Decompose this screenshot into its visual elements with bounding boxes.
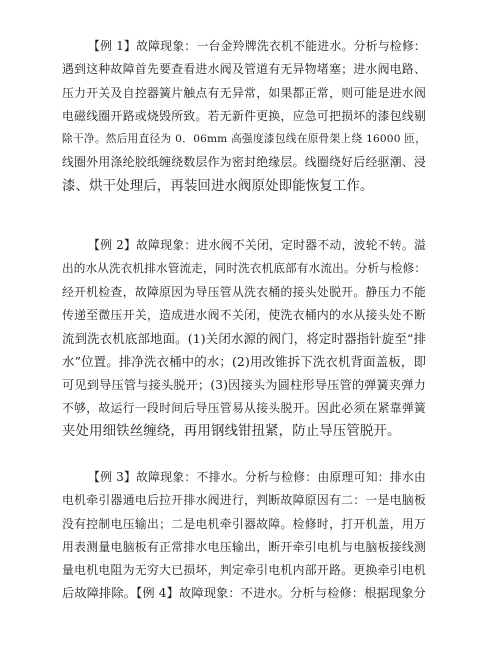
- text-line: 电磁线圈开路或烧毁所致。若无新件更换，应急可把损坏的漆包线剔: [62, 108, 426, 123]
- paragraph-example-3: [62, 466, 426, 606]
- text-line: 经开机检查，故障原因为导压管从洗衣桶的接头处脱开。静压力不能: [62, 284, 426, 299]
- text-line: 遇到这种故障首先要查看进水阀及管道有无异物堵塞；进水阀电路、: [62, 62, 426, 77]
- text-line: 可见到导压管与接头脱开；(3)因接头为圆柱形导压管的弹簧夹弹力: [62, 377, 426, 392]
- text-line: 压力开关及自控器簧片触点有无异常，如果都正常，则可能是进水阀: [62, 85, 426, 100]
- text-line: 【例 1】故障现象：一台金羚牌洗衣机不能进水。分析与检修：: [88, 39, 426, 53]
- text-line: 流到洗衣机底部地面。(1)关闭水源的阀门，将定时器指针旋至“排: [62, 331, 426, 347]
- text-line: 用表测量电脑板有正常排水电压输出，断开牵引电机与电脑板接线测: [62, 539, 426, 554]
- text-line: 【例 3】故障现象：不排水。分析与检修：由原理可知：排水由: [88, 470, 426, 484]
- text-line: 后故障排除。【例 4】故障现象：不进水。分析与检修：根据现象分: [62, 586, 426, 601]
- text-line: 没有控制电压输出；二是电机牵引器故障。检修时，打开机盖，用万: [62, 516, 426, 531]
- paragraph-example-2: [62, 234, 426, 444]
- text-line: 传递至微压开关，造成进水阀不关闭，使洗衣桶内的水从接头处不断: [62, 307, 426, 322]
- text-line: 水”位置。排净洗衣桶中的水；(2)用改锥拆下洗衣机背面盖板，即: [62, 354, 426, 370]
- paragraph-example-1: [62, 35, 426, 198]
- text-line: 【例 2】故障现象：进水阀不关闭，定时器不动，波轮不转。溢: [88, 238, 426, 252]
- text-line: 除干净。然后用直径为 0．06mm 高强度漆包线在原骨架上绕 16000 匝，: [62, 133, 426, 146]
- text-line: 不够，故运行一段时间后导压管易从接头脱开。因此必须在紧靠弹簧: [62, 401, 426, 416]
- text-line: 线圈外用涤纶胶纸缠绕数层作为密封绝缘层。线圈绕好后经驱潮、浸: [62, 155, 426, 170]
- text-line: 量电机电阻为无穷大已损坏，判定牵引电机内部开路。更换牵引电机: [62, 563, 426, 578]
- text-line: 夹处用细铁丝缠绕，再用钢线钳扭紧，防止导压管脱开。: [62, 424, 401, 440]
- text-line: 出的水从洗衣机排水管流走，同时洗衣机底部有水流出。分析与检修：: [62, 261, 426, 276]
- text-line: 电机牵引器通电后拉开排水阀进行，判断故障原因有二：一是电脑板: [62, 493, 426, 508]
- text-line: 漆、烘干处理后，再装回进水阀原处即能恢复工作。: [62, 178, 374, 194]
